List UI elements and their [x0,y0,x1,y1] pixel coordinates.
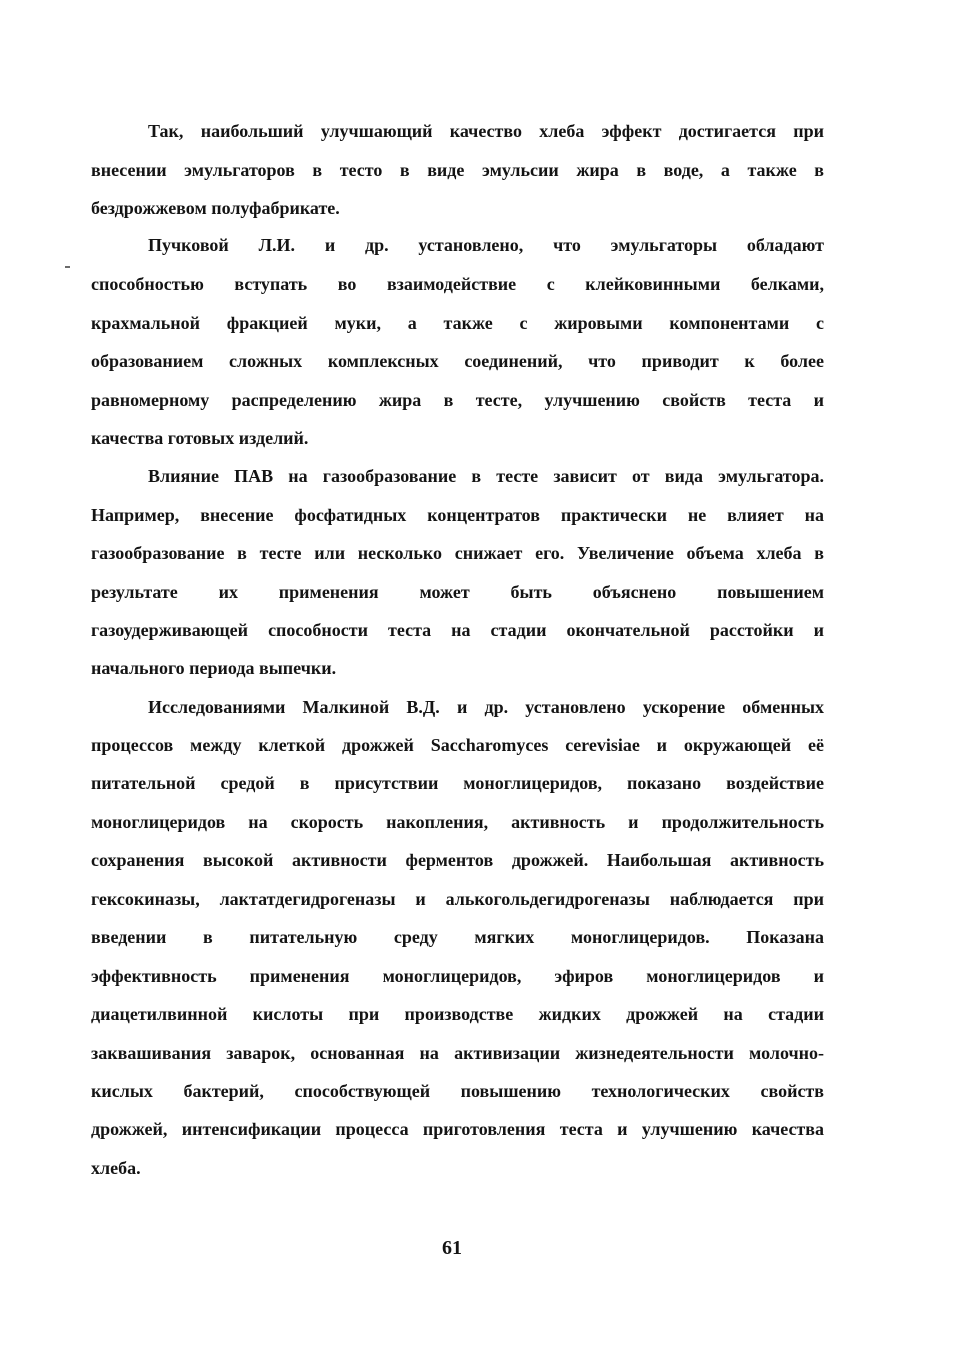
paragraph-4-line-9: диацетилвинной кислоты при производстве жидких дрожжей на стадии [91,1004,824,1024]
paragraph-2-line-1: Пучковой Л.И. и др. установлено, что эмульгаторы обладают [148,235,824,255]
paragraph-3-line-6: начального периода выпечки. [91,658,337,678]
paragraph-3-line-4: результате их применения может быть объяснено повышением [91,582,824,602]
paragraph-4-line-6: гексокиназы, лактатдегидрогеназы и алькогольдегидрогеназы наблюдается при [91,889,824,909]
paragraph-4-line-13: хлеба. [91,1158,141,1178]
paragraph-2-line-6: качества готовых изделий. [91,428,309,448]
paragraph-4-line-4: моноглицеридов на скорость накопления, активность и продолжительность [91,812,824,832]
paragraph-3-line-1: Влияние ПАВ на газообразование в тесте зависит от вида эмульгатора. [148,466,824,486]
paragraph-3-line-5: газоудерживающей способности теста на стадии окончательной расстойки и [91,620,824,640]
paragraph-4-line-2: процессов между клеткой дрожжей Saccharomyces cerevisiae и окружающей её [91,735,824,755]
page-number: 61 [442,1237,462,1259]
paragraph-3-line-2: Например, внесение фосфатидных концентратов практически не влияет на [91,505,824,525]
paragraph-3-line-3: газообразование в тесте или несколько снижает его. Увеличение объема хлеба в [91,543,824,563]
scan-speck [65,266,70,268]
paragraph-1-line-1: Так, наибольший улучшающий качество хлеба эффект достигается при [148,121,824,141]
paragraph-4-line-7: введении в питательную среду мягких моноглицеридов. Показана [91,927,824,947]
paragraph-4-line-1: Исследованиями Малкиной В.Д. и др. установлено ускорение обменных [148,697,824,717]
paragraph-4-line-11: кислых бактерий, способствующей повышению технологических свойств [91,1081,824,1101]
paragraph-4-line-8: эффективность применения моноглицеридов, эфиров моноглицеридов и [91,966,824,986]
paragraph-1-line-2: внесении эмульгаторов в тесто в виде эмульсии жира в воде, а также в [91,160,824,180]
paragraph-2-line-3: крахмальной фракцией муки, а также с жировыми компонентами с [91,313,824,333]
paragraph-4-line-3: питательной средой в присутствии моноглицеридов, показано воздействие [91,773,824,793]
paragraph-2-line-5: равномерному распределению жира в тесте, улучшению свойств теста и [91,390,824,410]
paragraph-2-line-2: способностью вступать во взаимодействие с клейковинными белками, [91,274,824,294]
paragraph-4-line-12: дрожжей, интенсификации процесса приготовления теста и улучшению качества [91,1119,824,1139]
paragraph-4-line-10: заквашивания заварок, основанная на активизации жизнедеятельности молочно- [91,1043,824,1063]
paragraph-2-line-4: образованием сложных комплексных соединений, что приводит к более [91,351,824,371]
paragraph-1-line-3: бездрожжевом полуфабрикате. [91,198,340,218]
paragraph-4-line-5: сохранения высокой активности ферментов дрожжей. Наибольшая активность [91,850,824,870]
